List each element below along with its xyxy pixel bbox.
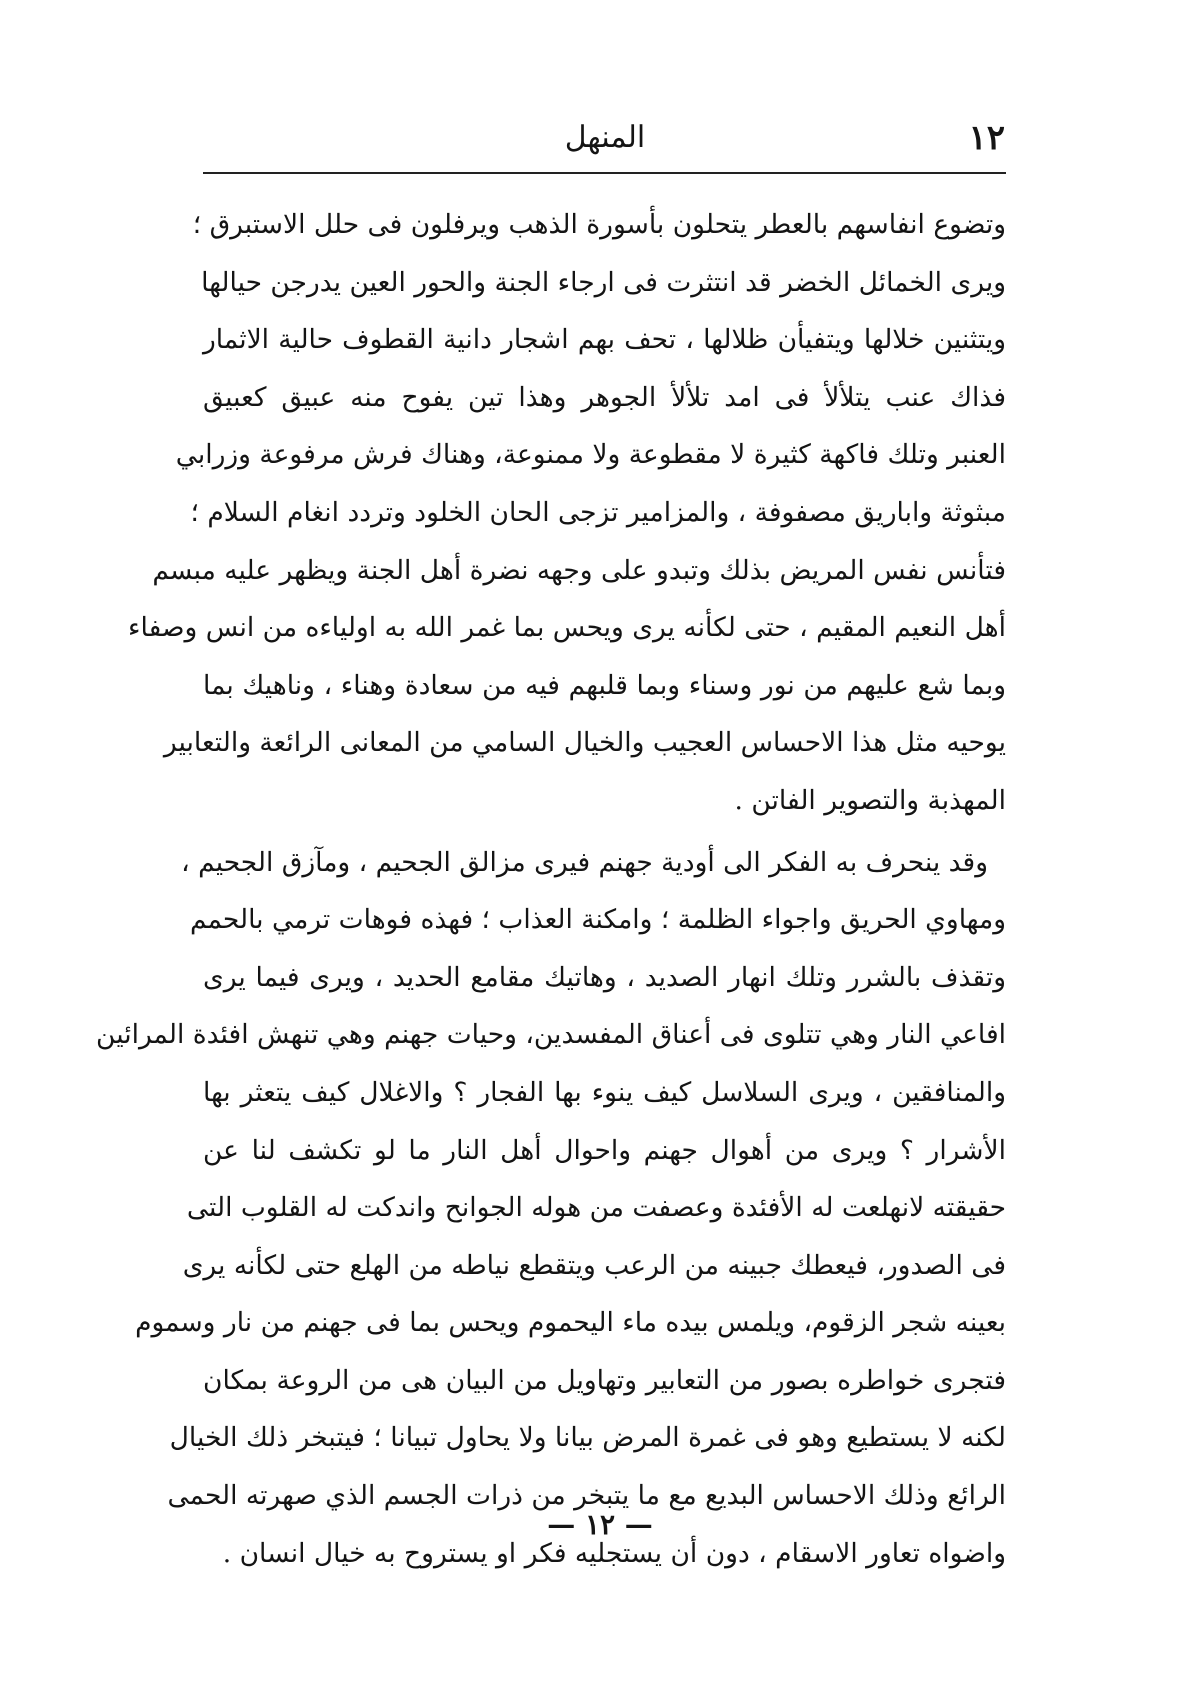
text-line: والمنافقين ، ويرى السلاسل كيف ينوء بها الفجار ؟ والاغلال كيف يتعثر بها [203, 1076, 1006, 1108]
footer-page-marker: — ١٢ — [547, 1508, 653, 1541]
text-line: ومهاوي الحريق واجواء الظلمة ؛ وامكنة العذاب ؛ فهذه فوهات ترمي بالحمم [189, 904, 1006, 936]
text-line: مبثوثة واباريق مصفوفة ، والمزامير تزجى الحان الخلود وتردد انغام السلام ؛ [190, 496, 1006, 528]
text-line: المهذبة والتصوير الفاتن . [734, 784, 1006, 816]
text-line: افاعي النار وهي تتلوى فى أعناق المفسدين، وحيات جهنم وهي تنهش افئدة المرائين [96, 1019, 1006, 1051]
paragraph-1 [128, 196, 1006, 830]
text-line: بعينه شجر الزقوم، ويلمس بيده ماء اليحموم ويحس بما فى جهنم من نار وسموم [135, 1307, 1006, 1339]
text-line: الرائع وذلك الاحساس البديع مع ما يتبخر من ذرات الجسم الذي صهرته الحمى [167, 1480, 1006, 1512]
text-line: يوحيه مثل هذا الاحساس العجيب والخيال السامي من المعانى الرائعة والتعابير [163, 727, 1006, 759]
text-line: لكنه لا يستطيع وهو فى غمرة المرض بيانا ولا يحاول تبيانا ؛ فيتبخر ذلك الخيال [169, 1422, 1006, 1454]
header-page-number: ١٢ [968, 118, 1005, 158]
text-line: ويرى الخمائل الخضر قد انتثرت فى ارجاء الجنة والحور العين يدرجن حيالها [201, 266, 1006, 298]
text-line: فى الصدور، فيعطك جبينه من الرعب ويتقطع نياطه من الهلع حتى لكأنه يرى [182, 1249, 1006, 1281]
article-body [96, 196, 1006, 1582]
text-line: وتقذف بالشرر وتلك انهار الصديد ، وهاتيك مقامع الحديد ، ويرى فيما يرى [203, 961, 1006, 993]
text-line: حقيقته لانهلعت له الأفئدة وعصفت من هوله الجوانح واندكت له القلوب التى [186, 1192, 1006, 1224]
text-line: وقد ينحرف به الفكر الى أودية جهنم فيرى مزالق الجحيم ، ومآزق الجحيم ، [181, 846, 988, 878]
text-line: ويتثنين خلالها ويتفيأن ظلالها ، تحف بهم اشجار دانية القطوف حالية الاثمار [203, 324, 1006, 356]
text-line: واضواه تعاور الاسقام ، دون أن يستجليه فكر او يستروح به خيال انسان . [222, 1537, 1006, 1569]
header-divider [203, 172, 1006, 174]
text-line: فتأنس نفس المريض بذلك وتبدو على وجهه نضرة أهل الجنة ويظهر عليه مبسم [152, 554, 1006, 586]
text-line: فذاك عنب يتلألأ فى امد تلألأ الجوهر وهذا تين يفوح منه عبيق كعبيق [203, 381, 1006, 413]
text-line: العنبر وتلك فاكهة كثيرة لا مقطوعة ولا ممنوعة، وهناك فرش مرفوعة وزرابي [175, 439, 1006, 471]
page-header [205, 118, 1005, 168]
text-line: وتضوع انفاسهم بالعطر يتحلون بأسورة الذهب ويرفلون فى حلل الاستبرق ؛ [192, 209, 1006, 240]
text-line: الأشرار ؟ ويرى من أهوال جهنم واحوال أهل النار ما لو تكشف لنا عن [203, 1134, 1006, 1166]
journal-title: المنهل [564, 120, 646, 155]
paragraph-2 [96, 834, 1006, 1583]
text-line: أهل النعيم المقيم ، حتى لكأنه يرى ويحس بما غمر الله به اولياءه من انس وصفاء [128, 612, 1006, 644]
text-line: فتجرى خواطره بصور من التعابير وتهاويل من البيان هى من الروعة بمكان [203, 1364, 1006, 1396]
text-line: وبما شع عليهم من نور وسناء وبما قلبهم فيه من سعادة وهناء ، وناهيك بما [203, 669, 1006, 701]
